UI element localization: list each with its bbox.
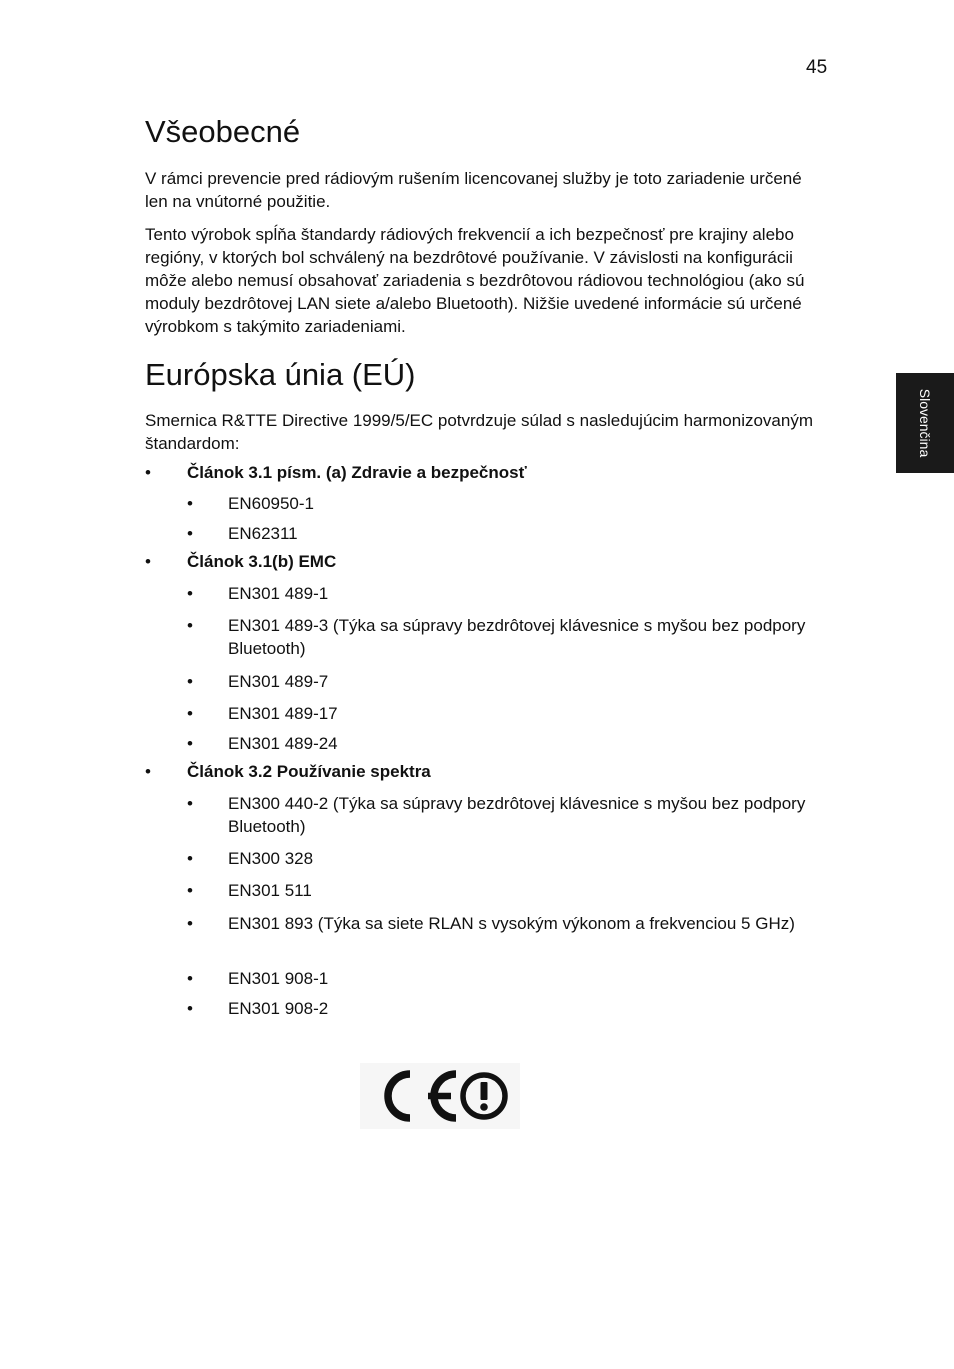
list-item-text: EN301 908-1: [228, 969, 329, 988]
bullet: •: [187, 969, 193, 988]
list-item: [187, 614, 807, 660]
list-item: [187, 732, 807, 755]
section-title-eu: Európska únia (EÚ): [145, 357, 416, 392]
list-item: [187, 847, 807, 870]
paragraph-general-2: Tento výrobok spĺňa štandardy rádiových frekvencií a ich bezpečnosť pre krajiny alebo regióny, v ktorých bol schválený na bezdrôtové používanie. V závislosti na konfigurácii môže alebo nemusí obsahovať zariadenia s bezdrôtovou rádiovou technológiou (ako sú moduly bezdrôtovej LAN siete a/alebo Bluetooth). Nižšie uvedené informácie sú určené výrobkom s takýmito zariadeniami.: [145, 225, 805, 336]
list-item: [187, 522, 807, 545]
paragraph-general-1: V rámci prevencie pred rádiovým rušením licencovanej služby je toto zariadenie určené len na vnútorné použitie.: [145, 169, 802, 211]
ce-mark-logo: [360, 1063, 520, 1129]
list-item-text: EN301 893 (Týka sa siete RLAN s vysokým výkonom a frekvenciou 5 GHz): [228, 914, 795, 933]
bullet: •: [187, 672, 193, 691]
list-item-text: EN301 489-7: [228, 672, 329, 691]
bullet: •: [187, 794, 193, 813]
bullet: •: [145, 463, 151, 482]
paragraph-eu-intro: Smernica R&TTE Directive 1999/5/EC potvrdzuje súlad s nasledujúcim harmonizovaným štandardom:: [145, 411, 814, 453]
bullet: •: [187, 734, 193, 753]
list-item-text: EN301 511: [228, 881, 312, 900]
bullet: •: [187, 616, 193, 635]
list-item-text: EN300 328: [228, 849, 314, 868]
list-heading-text: Článok 3.1 písm. (a) Zdravie a bezpečnosť: [187, 463, 527, 482]
bullet: •: [187, 849, 193, 868]
section-title-general: Všeobecné: [145, 114, 301, 149]
list-item: [187, 967, 807, 990]
list-heading-text: Článok 3.2 Používanie spektra: [187, 762, 431, 781]
list-item: [187, 702, 807, 725]
ce-alert-icon: [360, 1063, 520, 1129]
list-item-text: EN62311: [228, 524, 298, 543]
bullet: •: [145, 552, 151, 571]
bullet: •: [187, 914, 193, 933]
list-heading-text: Článok 3.1(b) EMC: [187, 552, 337, 571]
bullet: •: [145, 762, 151, 781]
list-item: [187, 582, 807, 605]
bullet: •: [187, 881, 193, 900]
bullet: •: [187, 494, 193, 513]
list-item-text: EN300 440-2 (Týka sa súpravy bezdrôtovej klávesnice s myšou bez podpory Bluetooth): [228, 794, 806, 836]
list-item: [187, 670, 807, 693]
list-item-text: EN301 489-17: [228, 704, 338, 723]
language-side-tab: [896, 373, 954, 473]
list-item-text: EN301 489-24: [228, 734, 338, 753]
list-item: [187, 912, 807, 935]
page-number: 45: [806, 57, 828, 78]
bullet: •: [187, 584, 193, 603]
list-item: [187, 792, 807, 838]
list-item-text: EN60950-1: [228, 494, 315, 513]
list-item-text: EN301 489-3 (Týka sa súpravy bezdrôtovej klávesnice s myšou bez podpory Bluetooth): [228, 616, 806, 658]
list-item: [187, 997, 807, 1020]
bullet: •: [187, 704, 193, 723]
list-item-text: EN301 489-1: [228, 584, 329, 603]
list-item: [187, 879, 807, 902]
bullet: •: [187, 524, 193, 543]
list-item: [187, 492, 807, 515]
bullet: •: [187, 999, 193, 1018]
side-tab-label: Slovenčina: [917, 388, 933, 458]
list-item-text: EN301 908-2: [228, 999, 329, 1018]
